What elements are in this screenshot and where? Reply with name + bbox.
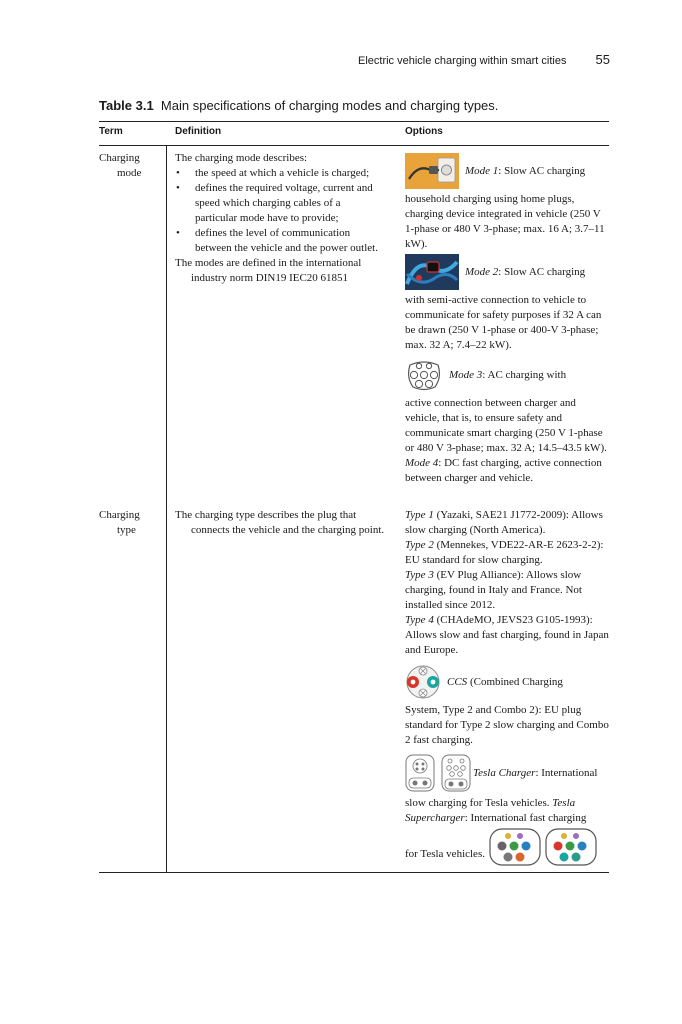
header-definition: Definition: [175, 126, 222, 137]
definition-charging-type: [175, 508, 385, 538]
ccs-name: CCS: [447, 675, 468, 688]
term-charging-mode: [99, 151, 159, 181]
mode2-heading: [405, 254, 611, 290]
type4-name: Type 4: [405, 614, 434, 626]
mode4-name: Mode 4: [405, 457, 439, 469]
def-intro: The charging mode describes:: [175, 152, 308, 164]
bullet-item: • defines the required voltage, current and speed which charging cables of a particular mode have to provide;: [175, 181, 385, 226]
mode1-heading: [405, 153, 611, 189]
header-options: Options: [405, 126, 443, 137]
term-word-2: type: [117, 524, 136, 536]
mode2-title: : Slow AC charging: [498, 265, 586, 278]
table-label: Table 3.1: [99, 98, 154, 113]
supercharger-end: for Tesla vehicles.: [405, 848, 485, 860]
term-charging-type: [99, 508, 159, 538]
header-rule: [99, 145, 609, 146]
header-term: Term: [99, 126, 123, 137]
mode3-text: active connection between charger and vehicle, that is, to ensure safety and communicate smart charging (250 V 1-phase or 480 V 3-phase; max. 32 A; 14.5–43.5 kW).: [405, 397, 607, 454]
column-divider: [166, 146, 167, 873]
table-bottom-rule: [99, 872, 609, 873]
table-caption: [99, 98, 498, 113]
bullet-item: • the speed at which a vehicle is charged;: [175, 166, 385, 181]
mode2-name: Mode 2: [465, 265, 499, 278]
mode1-text: household charging using home plugs, charging device integrated in vehicle (250 V 1-phase or 480 V 3-phase; max. 16 A; 3.7–11 kW).: [405, 193, 605, 250]
type1-text: (Yazaki, SAE21 J1772-2009): Allows slow charging (North America).: [405, 509, 603, 536]
ccs-title: (Combined Charging: [467, 675, 563, 688]
type2-text: (Mennekes, VDE22-AR-E 2623-2-2): EU standard for slow charging.: [405, 539, 604, 566]
table-title: Main specifications of charging modes and charging types.: [160, 98, 499, 113]
mode4-text: : DC fast charging, active connection between charger and vehicle.: [405, 457, 602, 484]
tesla-title: : International: [535, 766, 598, 779]
def-type-text: The charging type describes the plug that connects the vehicle and the charging point.: [175, 509, 385, 536]
table-top-rule: [99, 121, 609, 122]
ccs-connector-icon: [405, 664, 441, 700]
ccs-heading: [405, 664, 611, 700]
mode3-title: : AC charging with: [482, 368, 567, 381]
ccs-text: System, Type 2 and Combo 2): EU plug standard for Type 2 slow charging and Combo 2 fast charging.: [405, 704, 609, 746]
def-outro: The modes are defined in the international industry norm DIN19 IEC20 61851: [175, 257, 362, 284]
term-word-1: Charging: [99, 152, 140, 164]
supercharger-name: Tesla Supercharger: [405, 797, 576, 824]
mode1-title: : Slow AC charging: [498, 164, 586, 177]
tesla-text: slow charging for Tesla vehicles.: [405, 797, 553, 809]
term-word-2: mode: [117, 167, 142, 179]
term-word-1: Charging: [99, 509, 140, 521]
tesla-heading: [405, 754, 611, 792]
definition-charging-mode: [175, 151, 385, 286]
supercharger-text: : International fast charging: [464, 812, 587, 824]
type3-text: (EV Plug Alliance): Allows slow charging, found in Italy and France. Not installed since 2012.: [405, 569, 582, 611]
type1-name: Type 1: [405, 509, 434, 521]
options-charging-type: [405, 508, 611, 869]
supercharger-connectors-icon: [489, 828, 597, 866]
bullet-item: • defines the level of communication between the vehicle and the power outlet.: [175, 226, 385, 256]
mode3-type2-socket-icon: [405, 357, 443, 393]
options-charging-mode: [405, 151, 611, 486]
def-bullets: [175, 166, 385, 256]
running-head: [358, 52, 610, 67]
tesla-name: Tesla Charger: [473, 766, 536, 779]
running-head-title: Electric vehicle charging within smart cities: [358, 55, 567, 67]
type2-name: Type 2: [405, 539, 434, 551]
page-number: 55: [595, 52, 610, 67]
mode1-plug-icon: [405, 153, 459, 189]
mode1-name: Mode 1: [465, 164, 499, 177]
mode3-heading: [405, 357, 611, 393]
type3-name: Type 3: [405, 569, 434, 581]
mode2-cable-icon: [405, 254, 459, 290]
mode2-text: with semi-active connection to vehicle to communicate for safety purposes if 32 A can be drawn (250 V 1-phase or 400-V 3-phase; max. 32 A; 7.4–22 kW).: [405, 294, 602, 351]
type4-text: (CHAdeMO, JEVS23 G105-1993): Allows slow and fast charging, found in Japan and Europe.: [405, 614, 609, 656]
mode3-name: Mode 3: [449, 368, 483, 381]
tesla-connectors-icon: [405, 754, 471, 792]
supercharger-row: [405, 828, 611, 866]
